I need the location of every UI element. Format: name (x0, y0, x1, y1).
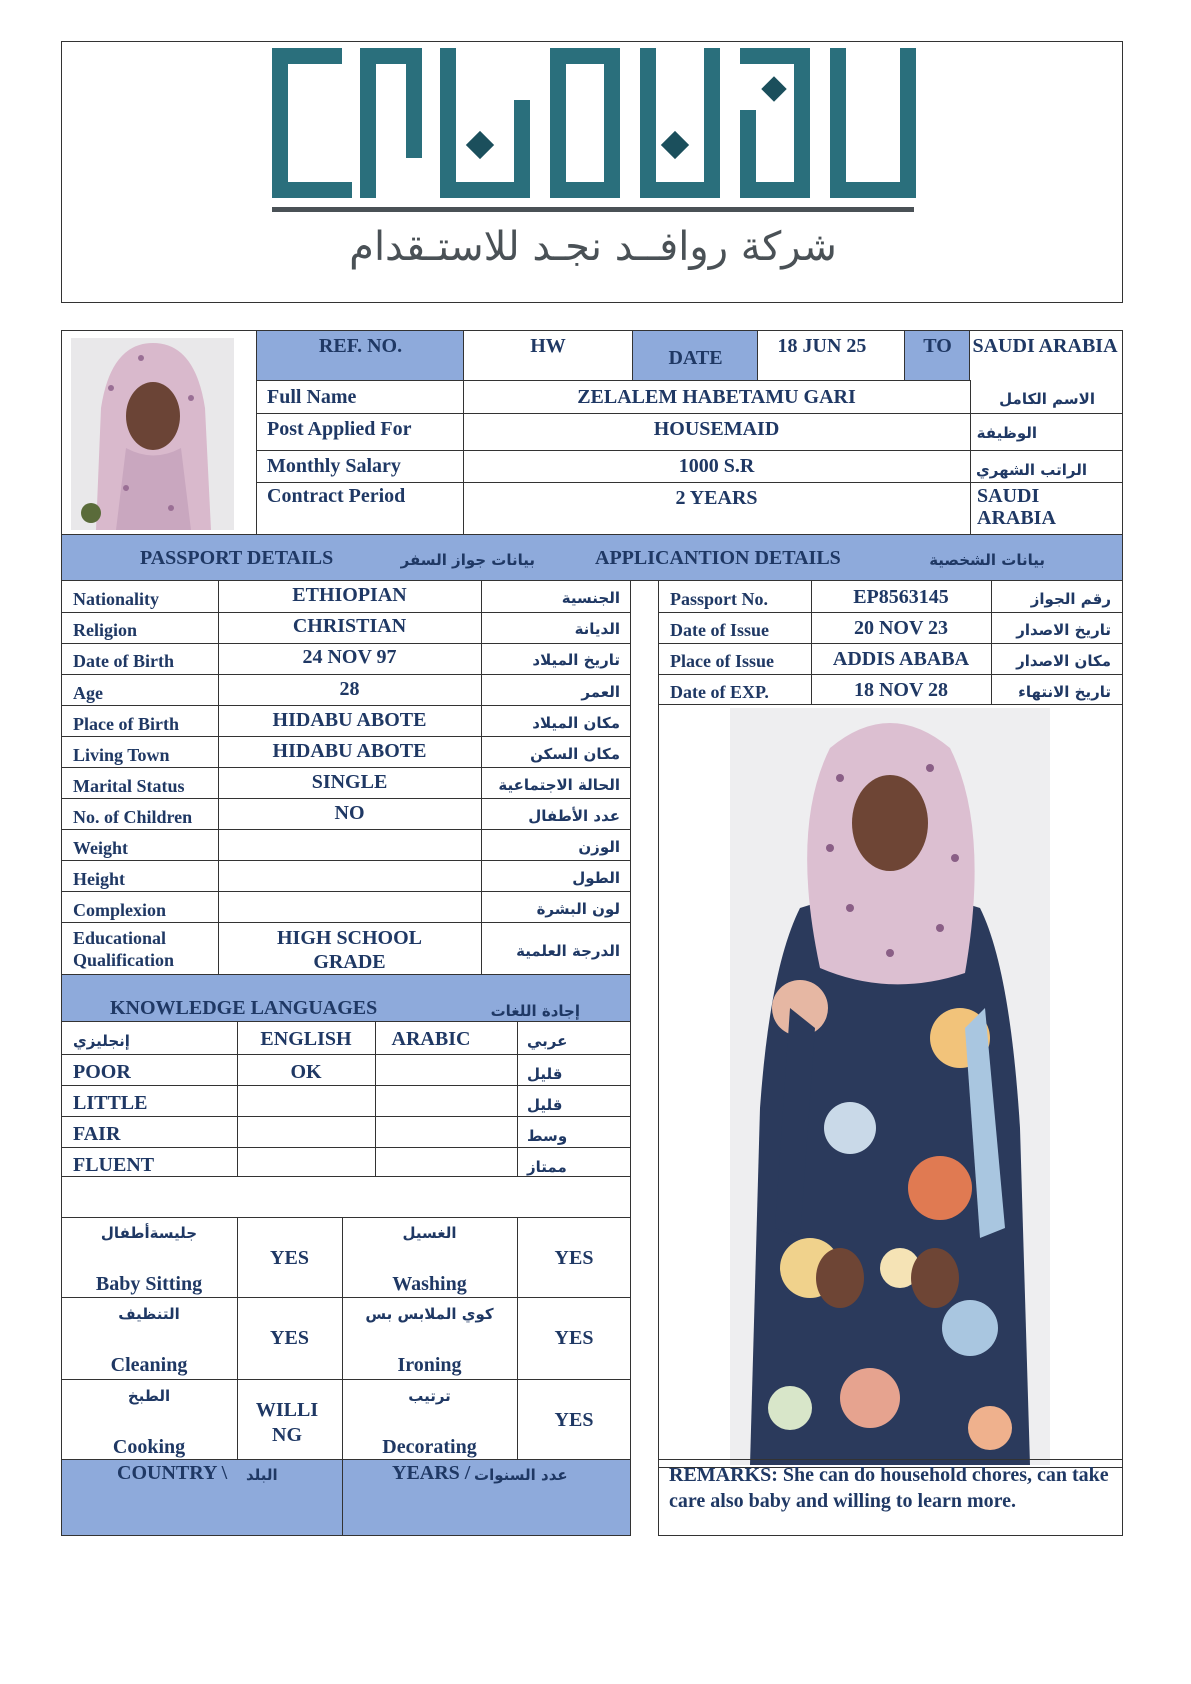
education-value: HIGH SCHOOL GRADE (276, 927, 423, 973)
marital-ar: الحالة الاجتماعية (498, 776, 620, 794)
row-line (61, 1116, 631, 1117)
education-ar: الدرجة العلمية (516, 942, 620, 960)
skill-decorating-ar: ترتيب (408, 1387, 451, 1405)
logo-divider (272, 207, 914, 212)
issue-place-ar: مكان الاصدار (1016, 652, 1111, 670)
languages-title: KNOWLEDGE LANGUAGES (110, 997, 378, 1019)
passport-details-title-ar: بيانات جواز السفر (400, 551, 535, 569)
post-ar: الوظيفة (976, 424, 1037, 442)
skill-babysitting-value: YES (270, 1247, 309, 1269)
row-line (61, 798, 631, 799)
dob-label: Date of Birth (73, 651, 174, 671)
children-value: NO (334, 802, 365, 824)
children-label: No. of Children (73, 807, 193, 827)
exp-date-ar: تاريخ الانتهاء (1018, 683, 1111, 701)
nationality-ar: الجنسية (561, 589, 620, 607)
lang-poor-english: OK (290, 1061, 322, 1083)
row-line (61, 612, 631, 613)
salary-value: 1000 S.R (678, 455, 755, 477)
lang-header-english: ENGLISH (260, 1028, 352, 1050)
skill-cooking-value: WILLI NG (255, 1399, 319, 1446)
education-label: Educational Qualification (73, 928, 175, 970)
pob-value: HIDABU ABOTE (272, 709, 427, 731)
full-name-label: Full Name (267, 386, 357, 408)
skill-babysitting-ar: جليسةأطفال (100, 1224, 198, 1242)
complexion-label: Complexion (73, 900, 167, 920)
row-line (658, 674, 1123, 675)
weight-ar: الوزن (578, 838, 620, 856)
passport-no-ar: رقم الجواز (1030, 590, 1111, 608)
height-ar: الطول (572, 869, 620, 887)
date-value: 18 JUN 25 (777, 335, 867, 357)
contract-label: Contract Period (267, 485, 406, 507)
row-line (61, 767, 631, 768)
row-line (256, 413, 1122, 414)
date-label: DATE (668, 347, 723, 369)
exp-date-value: 18 NOV 28 (853, 679, 949, 701)
skill-cleaning-ar: التنظيف (118, 1305, 180, 1323)
post-value: HOUSEMAID (653, 418, 780, 440)
religion-value: CHRISTIAN (292, 615, 407, 637)
row-line (61, 1379, 631, 1380)
post-label: Post Applied For (267, 418, 412, 440)
full-name-ar: الاسم الكامل (999, 390, 1095, 408)
ref-value: HW (530, 335, 566, 357)
company-name-ar: شركة روافــد نجـد للاستـقدام (349, 224, 837, 270)
salary-ar: الراتب الشهري (976, 461, 1087, 479)
weight-label: Weight (73, 838, 129, 858)
row-line (61, 829, 631, 830)
spacer-row (61, 1176, 631, 1218)
skill-ironing-value: YES (554, 1327, 594, 1349)
application-details-title-ar: بيانات الشخصية (929, 551, 1045, 569)
lang-level-fluent: FLUENT (73, 1154, 155, 1176)
marital-label: Marital Status (73, 776, 185, 796)
dob-value: 24 NOV 97 (302, 646, 397, 668)
lang-header-arabic: ARABIC (391, 1028, 471, 1050)
row-line (61, 1085, 631, 1086)
skill-ironing-ar: كوي الملابس بس (365, 1305, 494, 1323)
passport-details-title: PASSPORT DETAILS (140, 547, 334, 569)
pob-label: Place of Birth (73, 714, 179, 734)
full-name-value: ZELALEM HABETAMU GARI (577, 386, 856, 408)
skill-washing-label: Washing (392, 1273, 467, 1295)
nationality-label: Nationality (73, 589, 160, 609)
lang-level-fair: FAIR (73, 1123, 121, 1145)
nationality-value: ETHIOPIAN (292, 584, 407, 606)
row-line (256, 450, 1122, 451)
photo-divider (256, 330, 257, 535)
ref-label: REF. NO. (318, 335, 403, 357)
marital-value: SINGLE (311, 771, 388, 793)
to-label: TO (923, 335, 952, 357)
lang-level-little: LITTLE (73, 1092, 148, 1114)
experience-col-line (342, 1459, 343, 1536)
lang-col-line (517, 1021, 518, 1177)
religion-label: Religion (73, 620, 138, 640)
issue-date-label: Date of Issue (670, 620, 769, 640)
lang-header-en-ar: إنجليزي (73, 1032, 130, 1050)
pob-ar: مكان الميلاد (532, 714, 620, 732)
row-line (61, 922, 631, 923)
row-line (658, 612, 1123, 613)
personal-col-line (481, 580, 482, 975)
row-line (61, 860, 631, 861)
skill-cleaning-label: Cleaning (110, 1354, 188, 1376)
row-line (61, 736, 631, 737)
passport-no-label: Passport No. (670, 589, 768, 609)
skill-washing-ar: الغسيل (402, 1224, 457, 1242)
skill-cooking-ar: الطبخ (127, 1387, 171, 1405)
complexion-ar: لون البشرة (536, 900, 620, 918)
row-line (61, 1297, 631, 1298)
skill-babysitting-label: Baby Sitting (95, 1273, 203, 1295)
ar-divider (970, 380, 971, 535)
skill-washing-value: YES (554, 1247, 594, 1269)
lang-fluent-ar: ممتاز (527, 1158, 567, 1176)
height-label: Height (73, 869, 125, 889)
living-town-value: HIDABU ABOTE (272, 740, 427, 762)
skill-decorating-label: Decorating (382, 1436, 477, 1458)
issue-place-label: Place of Issue (670, 651, 774, 671)
row-line (61, 705, 631, 706)
row-line (61, 643, 631, 644)
company-logo (270, 40, 920, 210)
applicant-headshot (71, 338, 234, 530)
remarks-text: REMARKS: She can do household chores, can take care also baby and willing to learn more. (669, 1464, 1109, 1512)
children-ar: عدد الأطفال (528, 807, 620, 825)
row-line (61, 891, 631, 892)
row-line (61, 1054, 631, 1055)
age-ar: العمر (581, 683, 620, 701)
religion-ar: الديانة (574, 620, 620, 638)
row-line (256, 482, 1122, 483)
living-town-label: Living Town (73, 745, 170, 765)
application-details-title: APPLICANTION DETAILS (595, 547, 841, 569)
lang-little-ar: قليل (527, 1096, 563, 1114)
age-label: Age (73, 683, 103, 703)
languages-title-ar: إجادة اللغات (490, 1002, 580, 1020)
lang-header-ar-ar: عربي (527, 1032, 568, 1050)
row-line (61, 1147, 631, 1148)
issue-date-ar: تاريخ الاصدار (1016, 621, 1111, 639)
row-line (658, 643, 1123, 644)
exp-date-label: Date of EXP. (670, 682, 769, 702)
country-label: COUNTRY \ (117, 1462, 228, 1484)
skill-cleaning-value: YES (270, 1327, 309, 1349)
applicant-full-photo (730, 708, 1050, 1465)
lang-fair-ar: وسط (527, 1127, 568, 1145)
lang-level-poor: POOR (73, 1061, 131, 1083)
dob-ar: تاريخ الميلاد (532, 651, 620, 669)
skill-decorating-value: YES (554, 1409, 594, 1431)
issue-date-value: 20 NOV 23 (853, 617, 949, 639)
to-value: SAUDI ARABIA (972, 335, 1118, 357)
contract-country: SAUDI ARABIA (977, 485, 1056, 529)
skills-col-line (342, 1217, 343, 1460)
passport-no-value: EP8563145 (853, 586, 949, 608)
country-label-ar: البلد (246, 1466, 278, 1484)
contract-value: 2 YEARS (675, 487, 758, 509)
lang-poor-ar: قليل (527, 1065, 563, 1083)
years-label-ar: عدد السنوات (474, 1466, 568, 1484)
salary-label: Monthly Salary (267, 455, 401, 477)
living-town-ar: مكان السكن (530, 745, 620, 763)
years-label: YEARS / (392, 1462, 471, 1484)
skill-ironing-label: Ironing (397, 1354, 462, 1376)
issue-place-value: ADDIS ABABA (832, 648, 970, 670)
row-line (61, 674, 631, 675)
skill-cooking-label: Cooking (112, 1436, 186, 1458)
age-value: 28 (339, 678, 360, 700)
